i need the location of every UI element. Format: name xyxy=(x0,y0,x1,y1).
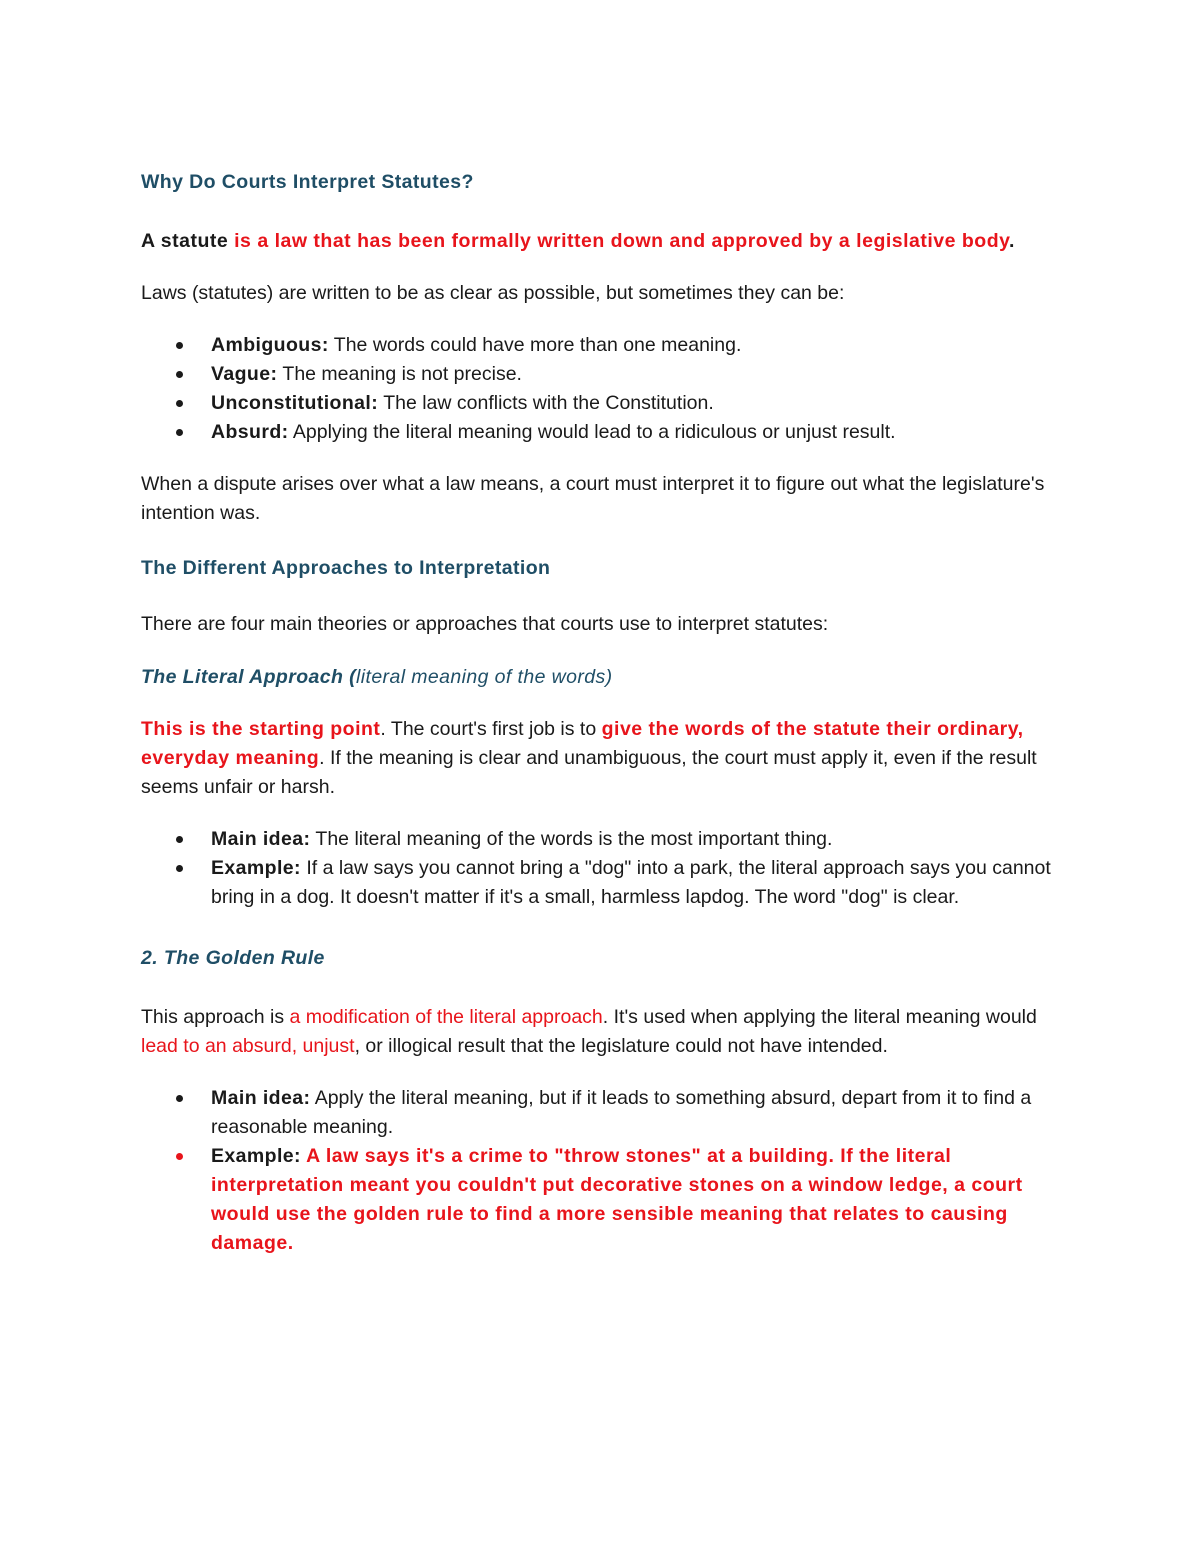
list-item: Ambiguous: The words could have more than one meaning. xyxy=(211,331,1071,360)
laws-intro: Laws (statutes) are written to be as clear as possible, but sometimes they can be: xyxy=(141,282,845,304)
list-item: Example: A law says it's a crime to "throw stones" at a building. If the literal interpretation meant you couldn't put decorative stones on a window ledge, a court would use the golden rule to find a more sensible meaning that relates to causing damage. xyxy=(211,1142,1071,1258)
heading-why-courts-interpret: Why Do Courts Interpret Statutes? xyxy=(141,171,474,193)
golden-list xyxy=(141,1084,1071,1258)
approaches-intro: There are four main theories or approaches that courts use to interpret statutes: xyxy=(141,613,829,635)
list-item: Unconstitutional: The law conflicts with the Constitution. xyxy=(211,389,1071,418)
literal-paragraph: This is the starting point. The court's first job is to give the words of the statute their ordinary, everyday meaning. If the meaning is clear and unambiguous, the court must apply it, even if the result seems unfair or harsh. xyxy=(141,718,1037,798)
statute-definition xyxy=(141,227,1071,256)
list-item: Example: If a law says you cannot bring a "dog" into a park, the literal approach says you cannot bring in a dog. It doesn't matter if it's a small, harmless lapdog. The word "dog" is clear. xyxy=(211,854,1071,912)
definition-text: is a law that has been formally written down and approved by a legislative body xyxy=(228,230,1010,252)
heading-different-approaches: The Different Approaches to Interpretation xyxy=(141,557,551,579)
literal-list xyxy=(141,825,1071,912)
heading-golden-rule: 2. The Golden Rule xyxy=(141,947,325,969)
list-item: Vague: The meaning is not precise. xyxy=(211,360,1071,389)
list-item: Absurd: Applying the literal meaning would lead to a ridiculous or unjust result. xyxy=(211,418,1071,447)
heading-literal-approach: The Literal Approach (literal meaning of the words) xyxy=(141,666,613,688)
golden-paragraph: This approach is a modification of the literal approach. It's used when applying the literal meaning would lead to an absurd, unjust, or illogical result that the legislature could not have intended. xyxy=(141,1006,1037,1057)
document-body xyxy=(141,168,1071,1258)
definition-term: A statute xyxy=(141,230,229,252)
list-item: Main idea: Apply the literal meaning, but if it leads to something absurd, depart from it to find a reasonable meaning. xyxy=(211,1084,1071,1142)
list-item: Main idea: The literal meaning of the words is the most important thing. xyxy=(211,825,1071,854)
problems-list xyxy=(141,331,1071,447)
dispute-paragraph: When a dispute arises over what a law means, a court must interpret it to figure out what the legislature's intention was. xyxy=(141,473,1045,524)
definition-period: . xyxy=(1009,230,1015,252)
